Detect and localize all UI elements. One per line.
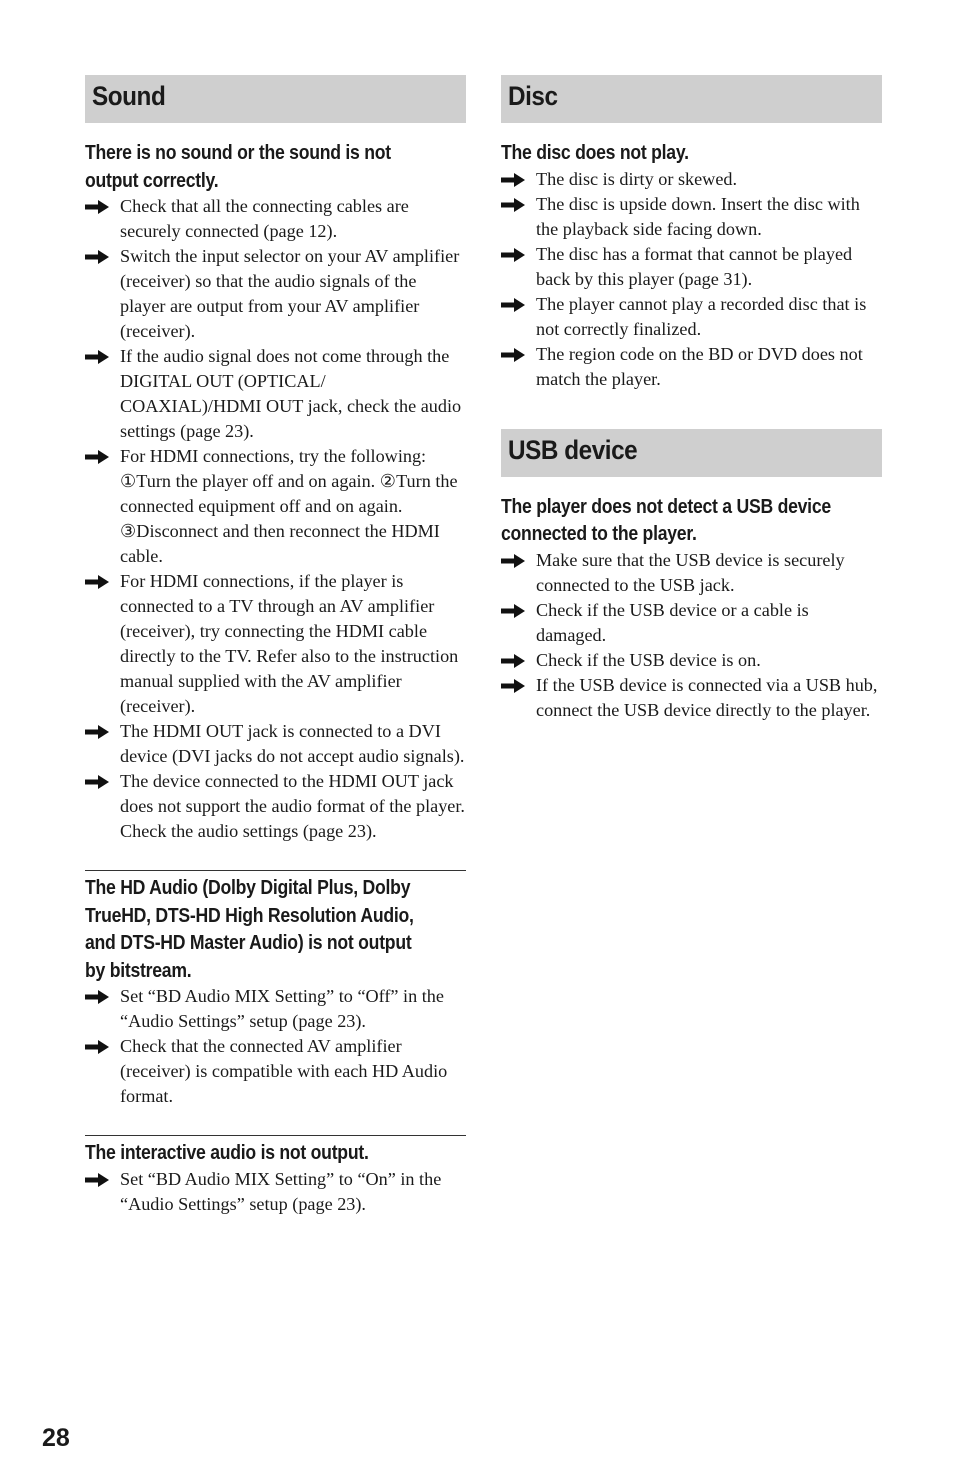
problem-title: The HD Audio (Dolby Digital Plus, Dolby TrueHD, DTS-HD High Resolution Audio, and DTS-HD Master Audio) is not output by bitstream. bbox=[85, 876, 414, 982]
arrow-right-icon bbox=[85, 725, 109, 739]
arrow-right-icon bbox=[501, 604, 525, 618]
arrow-right-icon bbox=[85, 775, 109, 789]
list-item: Check if the USB device or a cable is damaged. bbox=[501, 598, 882, 648]
list-item: For HDMI connections, try the following: ①Turn the player off and on again. ②Turn the connected equipment off and on again. ③Disconnect and then reconnect the HDMI cable. bbox=[85, 444, 466, 569]
problem-title: The player does not detect a USB device connected to the player. bbox=[501, 494, 831, 545]
section-header-usb-device: USB device bbox=[501, 429, 882, 477]
arrow-right-icon bbox=[85, 350, 109, 364]
problem-hd-audio bbox=[85, 870, 466, 1109]
list-item: For HDMI connections, if the player is connected to a TV through an AV amplifier (receiver), try connecting the HDMI cable directly to the TV. Refer also to the instruction manual supplied with the AV amplifier (receiver). bbox=[85, 569, 466, 719]
list-item: The player cannot play a recorded disc that is not correctly finalized. bbox=[501, 292, 882, 342]
arrow-right-icon bbox=[501, 298, 525, 312]
list-item: The HDMI OUT jack is connected to a DVI device (DVI jacks do not accept audio signals). bbox=[85, 719, 466, 769]
arrow-right-icon bbox=[501, 654, 525, 668]
list-item: The device connected to the HDMI OUT jack does not support the audio format of the player. Check the audio settings (page 23). bbox=[85, 769, 466, 844]
problem-title: The interactive audio is not output. bbox=[85, 1141, 369, 1164]
section-header-sound: Sound bbox=[85, 75, 466, 123]
arrow-right-icon bbox=[85, 1173, 109, 1187]
list-item: The disc has a format that cannot be played back by this player (page 31). bbox=[501, 242, 882, 292]
arrow-right-icon bbox=[85, 575, 109, 589]
list-item: Check that the connected AV amplifier (receiver) is compatible with each HD Audio format. bbox=[85, 1034, 466, 1109]
list-item: The region code on the BD or DVD does not match the player. bbox=[501, 342, 882, 392]
arrow-right-icon bbox=[501, 554, 525, 568]
list-item: If the USB device is connected via a USB hub, connect the USB device directly to the player. bbox=[501, 673, 882, 723]
arrow-right-icon bbox=[85, 1040, 109, 1054]
solution-list bbox=[85, 984, 466, 1109]
arrow-right-icon bbox=[85, 990, 109, 1004]
problem-title: There is no sound or the sound is not output correctly. bbox=[85, 141, 391, 192]
list-item: Check if the USB device is on. bbox=[501, 648, 882, 673]
arrow-right-icon bbox=[501, 198, 525, 212]
arrow-right-icon bbox=[501, 679, 525, 693]
list-item: Switch the input selector on your AV amplifier (receiver) so that the audio signals of the player are output from your AV amplifier (receiver). bbox=[85, 244, 466, 344]
arrow-right-icon bbox=[501, 173, 525, 187]
arrow-right-icon bbox=[85, 250, 109, 264]
list-item: The disc is dirty or skewed. bbox=[501, 167, 882, 192]
problem-usb-not-detected bbox=[501, 493, 882, 723]
page-number: 28 bbox=[42, 1424, 70, 1452]
arrow-right-icon bbox=[501, 248, 525, 262]
problem-title: The disc does not play. bbox=[501, 141, 689, 164]
solution-list bbox=[85, 194, 466, 844]
arrow-right-icon bbox=[85, 450, 109, 464]
left-column bbox=[85, 75, 466, 1217]
arrow-right-icon bbox=[501, 348, 525, 362]
problem-no-sound bbox=[85, 139, 466, 844]
problem-interactive-audio bbox=[85, 1135, 466, 1217]
list-item: The disc is upside down. Insert the disc with the playback side facing down. bbox=[501, 192, 882, 242]
right-column bbox=[501, 75, 882, 723]
list-item: Check that all the connecting cables are securely connected (page 12). bbox=[85, 194, 466, 244]
section-spacer bbox=[501, 392, 882, 429]
list-item: Set “BD Audio MIX Setting” to “Off” in the “Audio Settings” setup (page 23). bbox=[85, 984, 466, 1034]
arrow-right-icon bbox=[85, 200, 109, 214]
list-item: Set “BD Audio MIX Setting” to “On” in the “Audio Settings” setup (page 23). bbox=[85, 1167, 466, 1217]
section-header-disc: Disc bbox=[501, 75, 882, 123]
solution-list bbox=[501, 167, 882, 392]
problem-disc-not-play bbox=[501, 139, 882, 392]
solution-list bbox=[501, 548, 882, 723]
list-item: If the audio signal does not come through the DIGITAL OUT (OPTICAL/ COAXIAL)/HDMI OUT jack, check the audio settings (page 23). bbox=[85, 344, 466, 444]
solution-list bbox=[85, 1167, 466, 1217]
list-item: Make sure that the USB device is securely connected to the USB jack. bbox=[501, 548, 882, 598]
